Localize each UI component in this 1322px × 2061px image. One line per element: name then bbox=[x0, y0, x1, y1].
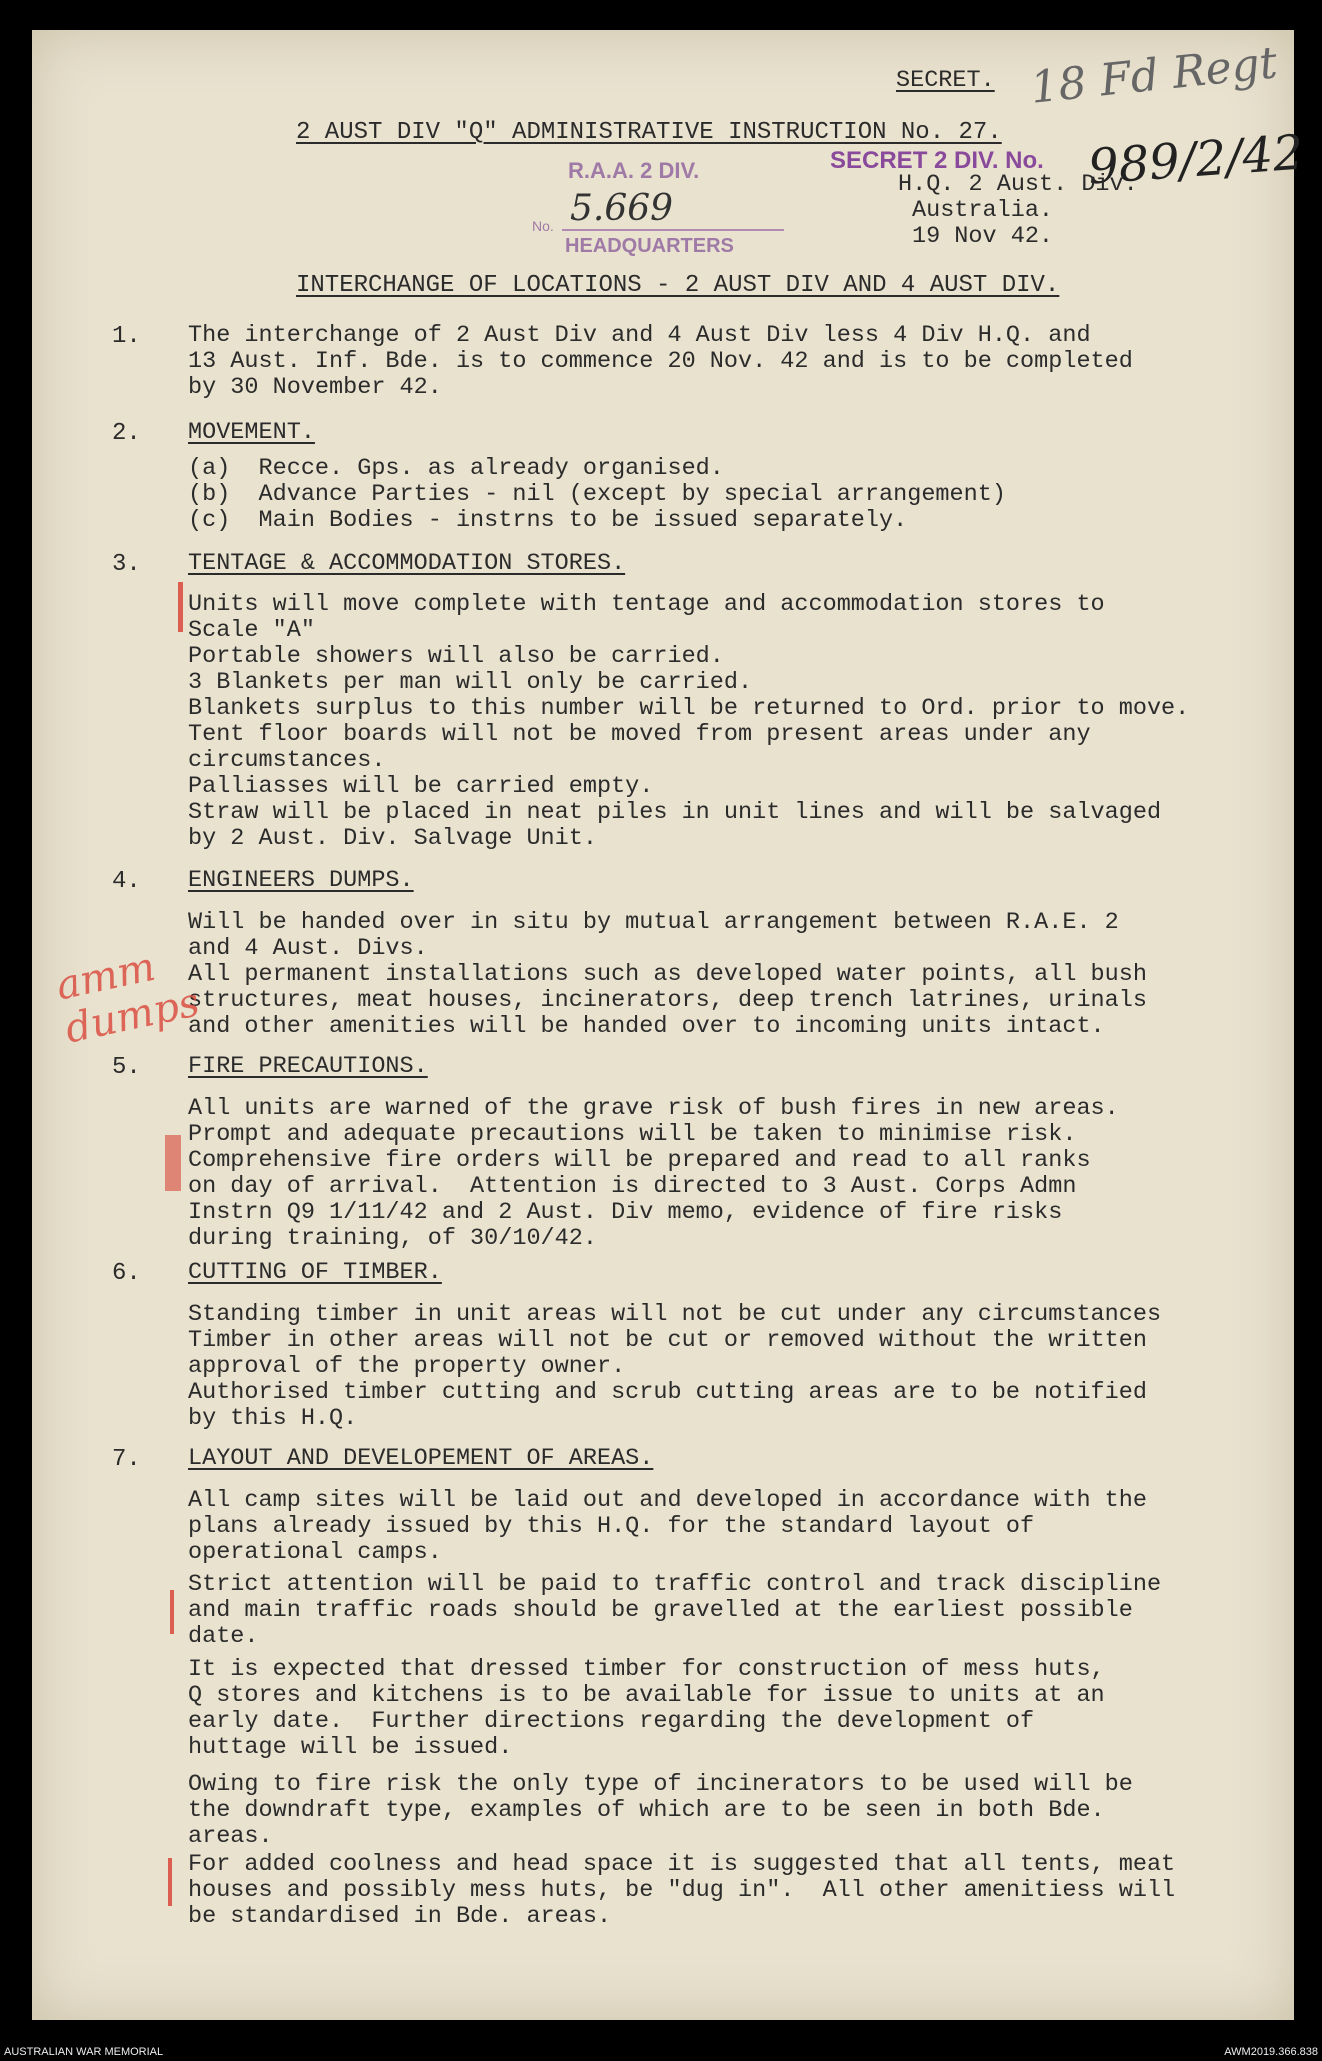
section-3-line: Palliasses will be carried empty. bbox=[188, 773, 654, 800]
section-4-line: Will be handed over in situ by mutual arrangement between R.A.E. 2 bbox=[188, 909, 1119, 936]
section-5-number: 5. bbox=[112, 1054, 141, 1081]
section-7-p5-line: For added coolness and head space it is suggested that all tents, meat bbox=[188, 1851, 1176, 1878]
document-subtitle: INTERCHANGE OF LOCATIONS - 2 AUST DIV AND 4 AUST DIV. bbox=[296, 272, 1060, 299]
section-3-line: Blankets surplus to this number will be returned to Ord. prior to move. bbox=[188, 695, 1190, 722]
section-3-line: Portable showers will also be carried. bbox=[188, 643, 724, 670]
section-7-p5-line: houses and possibly mess huts, be "dug in". All other amenitiess will bbox=[188, 1877, 1176, 1904]
handwritten-margin-note: amm dumps bbox=[52, 943, 204, 1053]
section-7-p3-line: Q stores and kitchens is to be available for issue to units at an bbox=[188, 1682, 1105, 1709]
section-4-heading: ENGINEERS DUMPS. bbox=[188, 867, 414, 894]
red-margin-mark bbox=[168, 1858, 172, 1906]
section-2-heading: MOVEMENT. bbox=[188, 419, 315, 446]
section-5-heading: FIRE PRECAUTIONS. bbox=[188, 1053, 428, 1080]
section-7-p4-line: areas. bbox=[188, 1823, 273, 1850]
section-6-line: Authorised timber cutting and scrub cutting areas are to be notified bbox=[188, 1379, 1147, 1406]
section-4-line: and 4 Aust. Divs. bbox=[188, 935, 428, 962]
section-1-line-3: by 30 November 42. bbox=[188, 374, 442, 401]
section-7-p4-line: Owing to fire risk the only type of incinerators to be used will be bbox=[188, 1771, 1133, 1798]
section-7-p5-line: be standardised in Bde. areas. bbox=[188, 1903, 612, 1930]
document-title: 2 AUST DIV "Q" ADMINISTRATIVE INSTRUCTION No. 27. bbox=[296, 119, 1002, 146]
handwritten-file-number: 989/2/42 bbox=[1086, 124, 1306, 196]
section-5-line: Comprehensive fire orders will be prepared and read to all ranks bbox=[188, 1147, 1091, 1174]
section-7-p3-line: huttage will be issued. bbox=[188, 1734, 513, 1761]
section-3-line: Tent floor boards will not be moved from present areas under any bbox=[188, 721, 1091, 748]
section-6-heading: CUTTING OF TIMBER. bbox=[188, 1259, 442, 1286]
hq-line-1: H.Q. 2 Aust. Div. bbox=[898, 171, 1138, 198]
secret-stamp: SECRET 2 DIV. No. bbox=[830, 147, 1044, 174]
section-7-p1-line: plans already issued by this H.Q. for the standard layout of bbox=[188, 1513, 1035, 1540]
section-4-line: All permanent installations such as developed water points, all bush bbox=[188, 961, 1147, 988]
section-6-line: Standing timber in unit areas will not be cut under any circumstances bbox=[188, 1301, 1162, 1328]
hq-date: 19 Nov 42. bbox=[912, 223, 1054, 250]
raa-stamp-no: No. bbox=[532, 218, 554, 234]
section-5-line: on day of arrival. Attention is directed to 3 Aust. Corps Admn bbox=[188, 1173, 1077, 1200]
raa-stamp-number: 5.669 bbox=[570, 188, 674, 229]
section-7-p4-line: the downdraft type, examples of which are to be seen in both Bde. bbox=[188, 1797, 1105, 1824]
section-4-number: 4. bbox=[112, 868, 141, 895]
section-6-line: by this H.Q. bbox=[188, 1405, 358, 1432]
section-6-number: 6. bbox=[112, 1260, 141, 1287]
section-7-number: 7. bbox=[112, 1446, 141, 1473]
handwritten-unit-note: 18 Fd Regt bbox=[1028, 37, 1280, 114]
section-2-item-b: (b) Advance Parties - nil (except by special arrangement) bbox=[188, 481, 1006, 508]
section-7-p2-line: date. bbox=[188, 1623, 259, 1650]
section-5-line: All units are warned of the grave risk of bush fires in new areas. bbox=[188, 1095, 1119, 1122]
section-5-line: during training, of 30/10/42. bbox=[188, 1225, 597, 1252]
red-margin-mark bbox=[165, 1135, 181, 1191]
section-3-line: Straw will be placed in neat piles in unit lines and will be salvaged bbox=[188, 799, 1162, 826]
section-2-number: 2. bbox=[112, 420, 141, 447]
archive-reference: AWM2019.366.838 bbox=[1224, 2046, 1318, 2058]
section-4-line: structures, meat houses, incinerators, deep trench latrines, urinals bbox=[188, 987, 1147, 1014]
section-7-heading: LAYOUT AND DEVELOPEMENT OF AREAS. bbox=[188, 1445, 654, 1472]
section-3-line: Units will move complete with tentage and accommodation stores to bbox=[188, 591, 1105, 618]
section-1-number: 1. bbox=[112, 323, 141, 350]
secret-classification: SECRET. bbox=[896, 67, 995, 94]
section-7-p2-line: and main traffic roads should be gravelled at the earliest possible bbox=[188, 1597, 1133, 1624]
section-6-line: approval of the property owner. bbox=[188, 1353, 626, 1380]
section-3-line: Scale "A" bbox=[188, 617, 315, 644]
red-margin-mark bbox=[178, 582, 183, 632]
red-margin-mark bbox=[170, 1590, 174, 1634]
section-7-p2-line: Strict attention will be paid to traffic control and track discipline bbox=[188, 1571, 1162, 1598]
section-7-p3-line: early date. Further directions regarding the development of bbox=[188, 1708, 1035, 1735]
section-1-line-2: 13 Aust. Inf. Bde. is to commence 20 Nov. 42 and is to be completed bbox=[188, 348, 1133, 375]
section-1-line-1: The interchange of 2 Aust Div and 4 Aust Div less 4 Div H.Q. and bbox=[188, 322, 1091, 349]
raa-stamp-top: R.A.A. 2 DIV. bbox=[568, 158, 700, 183]
section-3-heading: TENTAGE & ACCOMMODATION STORES. bbox=[188, 550, 626, 577]
section-5-line: Prompt and adequate precautions will be taken to minimise risk. bbox=[188, 1121, 1077, 1148]
section-2-item-c: (c) Main Bodies - instrns to be issued separately. bbox=[188, 507, 908, 534]
section-3-line: 3 Blankets per man will only be carried. bbox=[188, 669, 753, 696]
section-2-item-a: (a) Recce. Gps. as already organised. bbox=[188, 455, 724, 482]
section-3-line: by 2 Aust. Div. Salvage Unit. bbox=[188, 825, 597, 852]
section-5-line: Instrn Q9 1/11/42 and 2 Aust. Div memo, evidence of fire risks bbox=[188, 1199, 1063, 1226]
section-4-line: and other amenities will be handed over to incoming units intact. bbox=[188, 1013, 1105, 1040]
section-3-number: 3. bbox=[112, 551, 141, 578]
archive-credit: AUSTRALIAN WAR MEMORIAL bbox=[4, 2046, 164, 2058]
section-6-line: Timber in other areas will not be cut or removed without the written bbox=[188, 1327, 1147, 1354]
raa-stamp-rule bbox=[562, 229, 784, 231]
section-3-line: circumstances. bbox=[188, 747, 386, 774]
raa-stamp-bottom: HEADQUARTERS bbox=[565, 235, 734, 257]
section-7-p3-line: It is expected that dressed timber for construction of mess huts, bbox=[188, 1656, 1105, 1683]
section-7-p1-line: operational camps. bbox=[188, 1539, 442, 1566]
section-7-p1-line: All camp sites will be laid out and developed in accordance with the bbox=[188, 1487, 1147, 1514]
hq-line-2: Australia. bbox=[912, 197, 1054, 224]
